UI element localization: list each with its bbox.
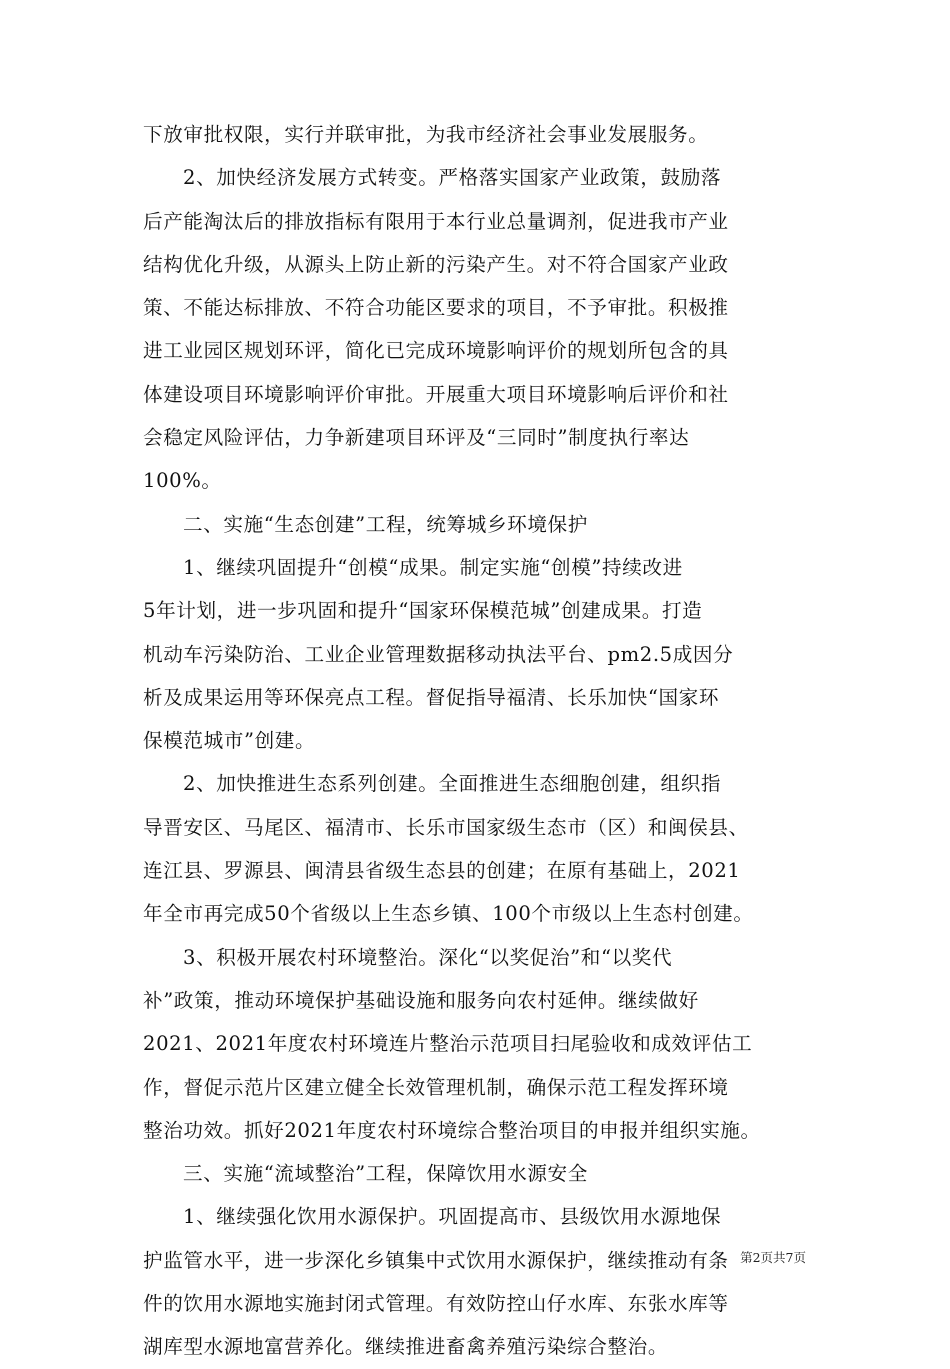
section-heading: 三、实施“流域整治”工程，保障饮用水源安全: [183, 1162, 588, 1186]
text-line: 体建设项目环境影响评价审批。开展重大项目环境影响后评价和社: [143, 382, 729, 406]
text-line: 进工业园区规划环评，简化已完成环境影响评价的规划所包含的具: [143, 339, 729, 363]
text-line: 策、不能达标排放、不符合功能区要求的项目，不予审批。积极推: [143, 296, 729, 320]
text-line: 机动车污染防治、工业企业管理数据移动执法平台、pm2.5成因分: [143, 642, 734, 666]
section-heading: 二、实施“生态创建”工程，统筹城乡环境保护: [183, 512, 588, 536]
paragraph-first-line: 2、加快推进生态系列创建。全面推进生态细胞创建，组织指: [183, 772, 722, 796]
text-line: 件的饮用水源地实施封闭式管理。有效防控山仔水库、东张水库等: [143, 1292, 729, 1316]
text-line: 年全市再完成50个省级以上生态乡镇、100个市级以上生态村创建。: [143, 902, 754, 926]
text-line: 整治功效。抓好2021年度农村环境综合整治项目的申报并组织实施。: [143, 1118, 761, 1142]
text-line: 导晋安区、马尾区、福清市、长乐市国家级生态市（区）和闽侯县、: [143, 815, 749, 839]
paragraph-first-line: 3、积极开展农村环境整治。深化“以奖促治”和“以奖代: [183, 945, 673, 969]
paragraph-first-line: 1、继续巩固提升“创模“成果。制定实施“创模”持续改进: [183, 555, 683, 579]
paragraph-first-line: 2、加快经济发展方式转变。严格落实国家产业政策，鼓励落: [183, 166, 722, 190]
text-line: 5年计划，进一步巩固和提升“国家环保模范城”创建成果。打造: [143, 599, 703, 623]
text-line: 2021、2021年度农村环境连片整治示范项目扫尾验收和成效评估工: [143, 1032, 753, 1056]
text-line: 作，督促示范片区建立健全长效管理机制，确保示范工程发挥环境: [143, 1075, 729, 1099]
text-line: 析及成果运用等环保亮点工程。督促指导福清、长乐加快“国家环: [143, 685, 720, 709]
text-line: 湖库型水源地富营养化。继续推进畜禽养殖污染综合整治。: [143, 1335, 669, 1359]
text-line: 会稳定风险评估，力争新建项目环评及“三同时”制度执行率达: [143, 426, 690, 450]
text-line: 结构优化升级，从源头上防止新的污染产生。对不符合国家产业政: [143, 252, 729, 276]
text-line: 补”政策，推动环境保护基础设施和服务向农村延伸。继续做好: [143, 988, 699, 1012]
paragraph-first-line: 1、继续强化饮用水源保护。巩固提高市、县级饮用水源地保: [183, 1205, 722, 1229]
text-line: 护监管水平，进一步深化乡镇集中式饮用水源保护，继续推动有条: [143, 1248, 729, 1272]
document-body: [143, 113, 823, 1369]
text-line: 下放审批权限，实行并联审批，为我市经济社会事业发展服务。: [143, 123, 709, 146]
text-line: 连江县、罗源县、闽清县省级生态县的创建；在原有基础上，2021: [143, 859, 741, 883]
text-line: 100%。: [143, 469, 222, 493]
text-line: 后产能淘汰后的排放指标有限用于本行业总量调剂，促进我市产业: [143, 209, 729, 233]
text-line: 保模范城市”创建。: [143, 729, 316, 753]
page-number: 第2页共7页: [740, 1250, 806, 1265]
